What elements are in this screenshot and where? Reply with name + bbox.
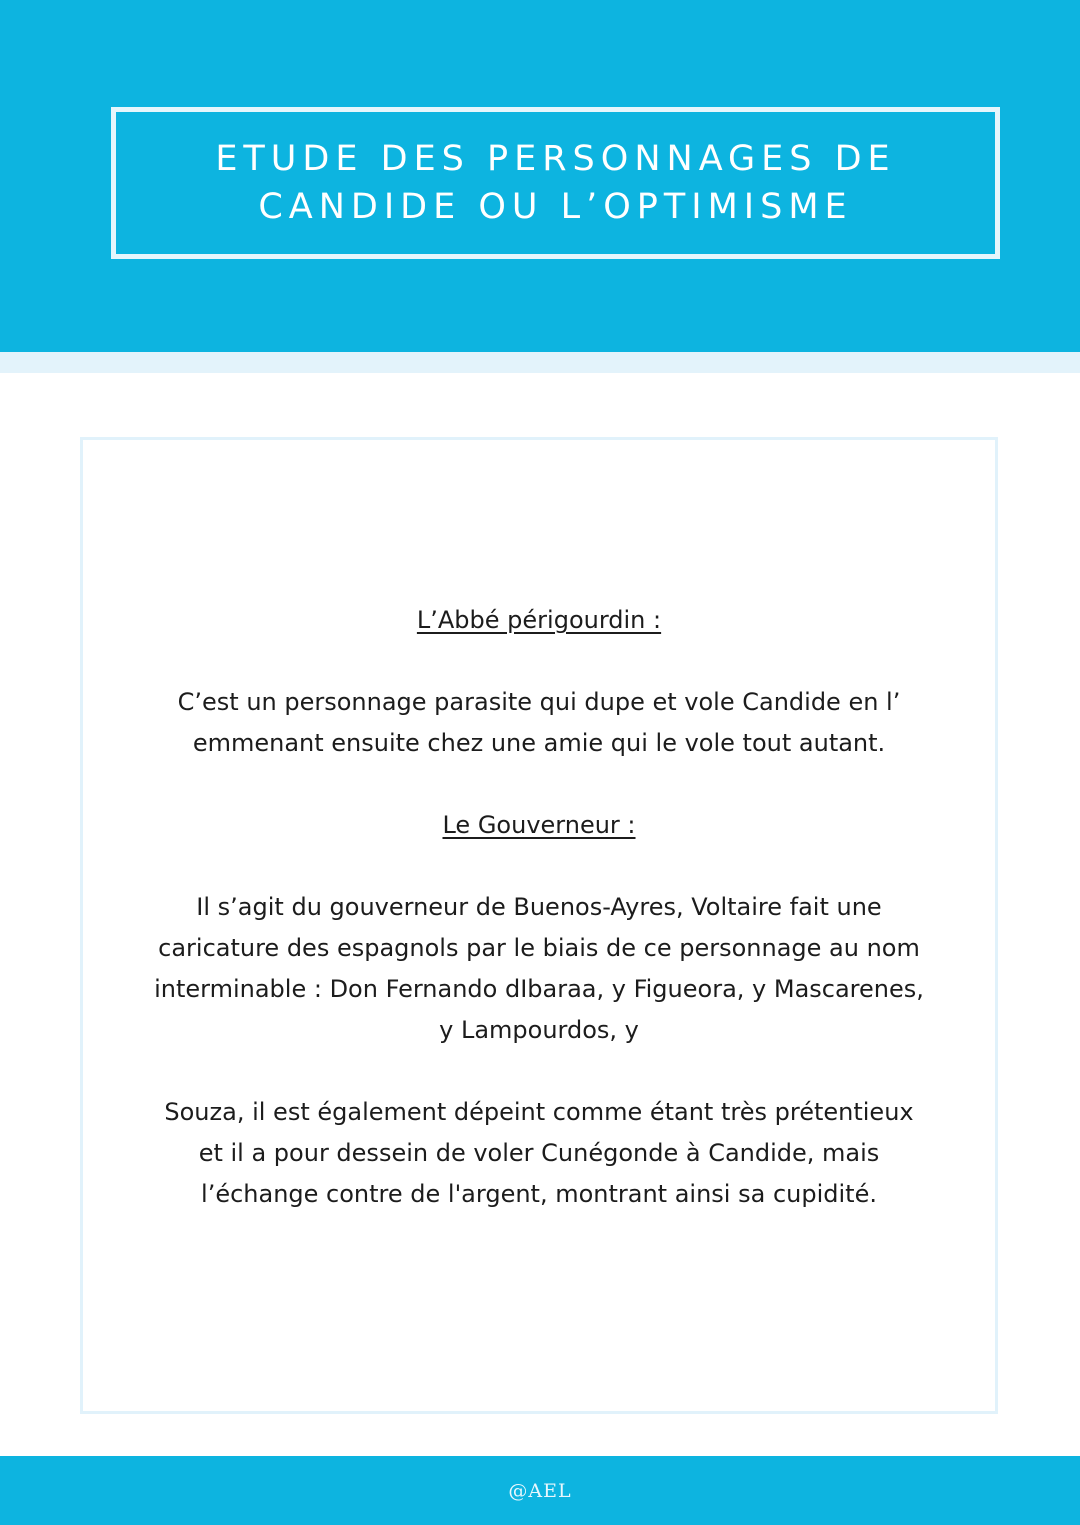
paragraph-line: l’échange contre de l'argent, montrant ainsi sa cupidité. bbox=[201, 1180, 877, 1208]
section-heading-gouverneur: Le Gouverneur : bbox=[442, 811, 636, 839]
paragraph-line: interminable : Don Fernando dIbaraa, y Figueora, y Mascarenes, bbox=[154, 975, 924, 1003]
paragraph-line: Il s’agit du gouverneur de Buenos-Ayres, Voltaire fait une bbox=[196, 893, 882, 921]
paragraph-gouverneur bbox=[83, 887, 995, 1051]
paragraph-gouverneur-continued bbox=[83, 1092, 995, 1215]
header-banner bbox=[0, 0, 1080, 352]
content-box bbox=[80, 437, 998, 1414]
footer-banner bbox=[0, 1456, 1080, 1525]
paragraph-line: Souza, il est également dépeint comme étant très prétentieux bbox=[164, 1098, 914, 1126]
content-body bbox=[83, 600, 995, 1256]
paragraph-abbe bbox=[83, 682, 995, 764]
paragraph-line: emmenant ensuite chez une amie qui le vole tout autant. bbox=[192, 729, 886, 757]
paragraph-line: caricature des espagnols par le biais de ce personnage au nom bbox=[158, 934, 920, 962]
title-box bbox=[111, 107, 1000, 259]
paragraph-line: C’est un personnage parasite qui dupe et vole Candide en l’ bbox=[177, 688, 901, 716]
paragraph-line: et il a pour dessein de voler Cunégonde à Candide, mais bbox=[198, 1139, 880, 1167]
title-line-2: CANDIDE OU L’OPTIMISME bbox=[258, 187, 853, 227]
title-line-1: ETUDE DES PERSONNAGES DE bbox=[215, 139, 896, 179]
header-divider-strip bbox=[0, 352, 1080, 373]
paragraph-line: y Lampourdos, y bbox=[439, 1016, 639, 1044]
footer-author-handle: @AEL bbox=[508, 1479, 572, 1502]
section-heading-abbe: L’Abbé périgourdin : bbox=[416, 606, 662, 634]
